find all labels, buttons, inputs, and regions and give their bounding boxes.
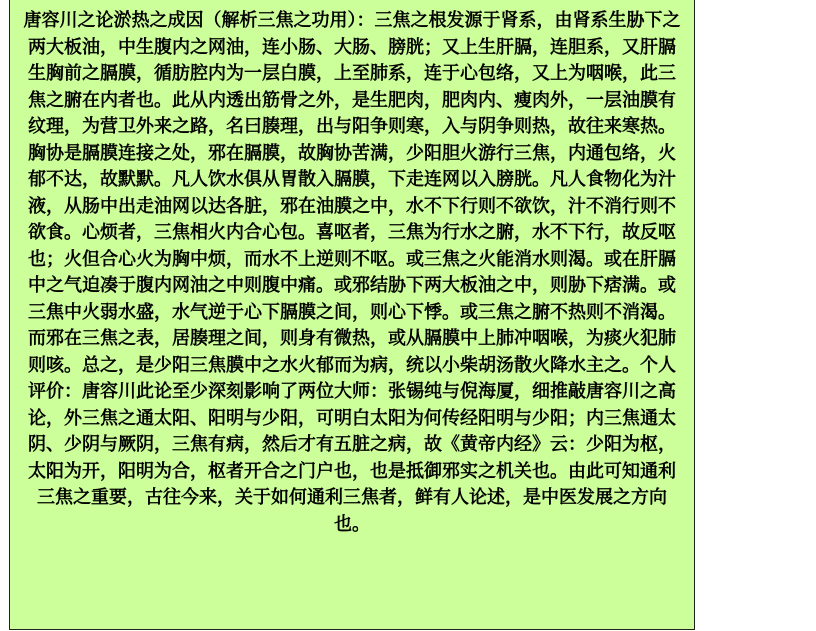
body-text: 唐容川之论淤热之成因（解析三焦之功用）：三焦之根发源于肾系，由肾系生胁下之两大板油，中生腹内之网油，连小肠、大肠、膀胱；又上生肝膈，连胆系，又肝膈生胸前之膈膜，循肪腔内为一层白膜，上至肺系，连于心包络，又上为咽喉，此三焦之腑在内者也。此从内透出筋骨之外，是生肥肉，肥肉内、瘦肉外，一层油膜有纹理，为营卫外来之路，名曰腠理，出与阳争则寒，入与阴争则热，故往来寒热。胸协是膈膜连接之处，邪在膈膜，故胸协苦满，少阳胆火游行三焦，内通包络，火郁不达，故默默。凡人饮水俱从胃散入膈膜，下走连网以入膀胱。凡人食物化为汁液，从肠中出走油网以达各脏，邪在油膜之中，水不下行则不欲饮，汁不消行则不欲食。心烦者，三焦相火内合心包。喜呕者，三焦为行水之腑，水不下行，故反呕也；火但合心火为胸中烦，而水不上逆则不呕。或三焦之火能消水则渴。或在肝膈中之气迫凑于腹内网油之中则腹中痛。或邪结胁下两大板油之中，则胁下痞满。或三焦中火弱水盛，水气逆于心下膈膜之间，则心下悸。或三焦之腑不热则不消渴。而邪在三焦之表，居腠理之间，则身有微热，或从膈膜中上肺冲咽喉，为痰火犯肺则咳。总之，是少阳三焦膜中之水火郁而为病，统以小柴胡汤散火降水主之。个人评价：唐容川此论至少深刻影响了两位大师：张锡纯与倪海厦，细推敲唐容川之高论，外三焦之通太阳、阳明与少阳，可明白太阳为何传经阳明与少阳；内三焦通太阴、少阴与厥阴，三焦有病，然后才有五脏之病，故《黄帝内经》云：少阳为枢，太阳为开，阳明为合，枢者开合之门户也，也是抵御邪实之机关也。由此可知通利三焦之重要，古往今来，关于如何通利三焦者，鲜有人论述，是中医发展之方向也。 [23, 10, 681, 535]
text-panel [9, 0, 695, 630]
